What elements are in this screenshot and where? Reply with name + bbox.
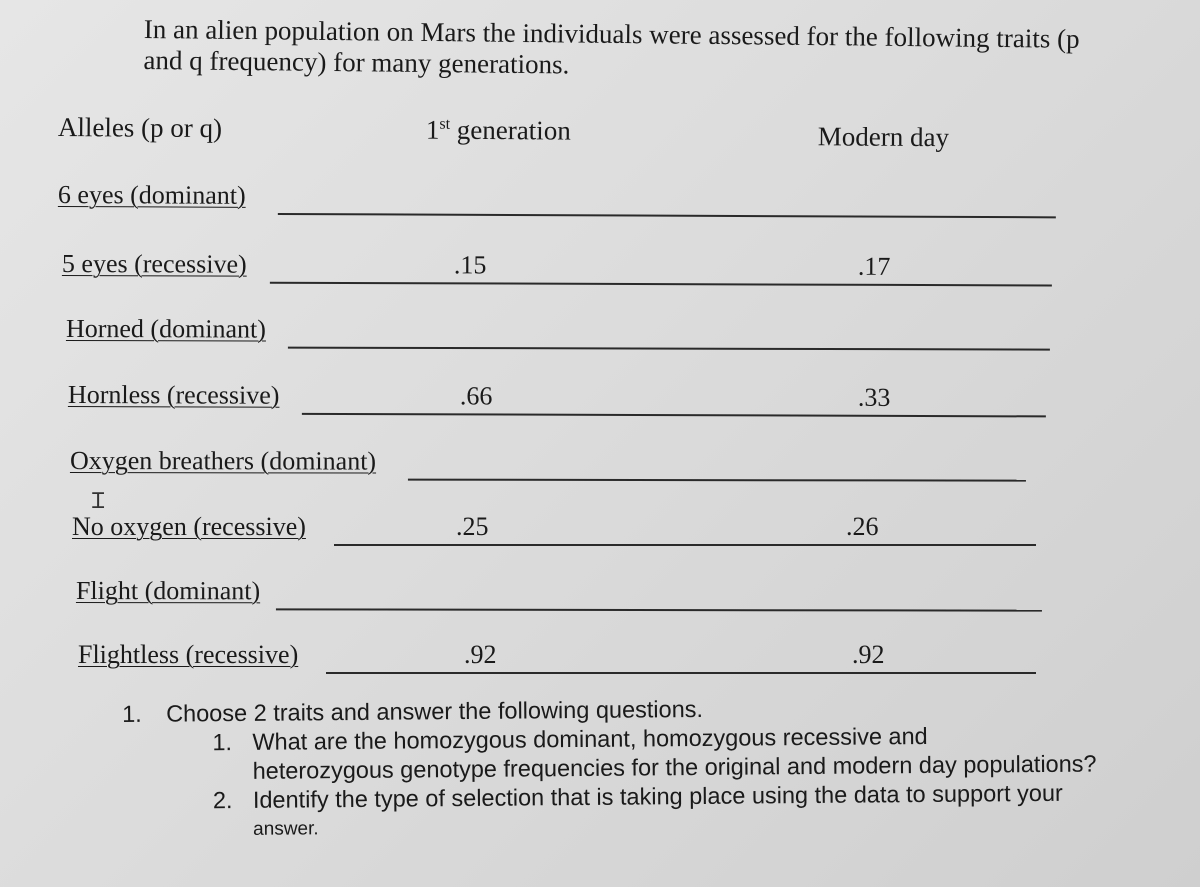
table-row [78,640,1036,674]
table-row [66,314,1050,351]
trait-label: Flight (dominant) [75,576,261,606]
text-cursor-icon: Ɪ [92,489,105,514]
intro-line-2: and q frequency) for many generations. [143,44,570,80]
sub-question-number: 2. [212,787,233,814]
trait-label: Flightless (recessive) [78,640,299,669]
modern-day-value: .17 [857,251,891,281]
row-rule [302,413,1046,417]
sub-question-number: 1. [212,729,233,756]
modern-day-value: .33 [857,382,891,412]
question-text: Choose 2 traits and answer the following questions. [166,695,704,727]
intro-line-1: In an alien population on Mars the individuals were assessed for the following traits (p [143,14,1080,54]
trait-label: Hornless (recessive) [67,380,280,410]
questions-section [122,691,1163,845]
first-generation-value: .92 [464,640,497,669]
sub-question-line: What are the homozygous dominant, homozygous recessive and [252,722,928,755]
header-modern-day: Modern day [817,121,950,153]
question-number: 1. [122,700,142,727]
intro-paragraph [143,14,1154,87]
table-header-row [58,112,978,158]
row-rule [278,213,1056,218]
first-generation-value: .25 [456,512,489,541]
table-row [68,380,1046,417]
modern-day-value: .92 [852,640,885,669]
sub-question-list [212,720,1163,844]
table-row [62,249,1052,286]
ordinal-suffix: st [439,115,451,133]
first-generation-value: .15 [453,250,487,280]
trait-label: No oxygen (recessive) [72,512,306,541]
sub-question-line: answer. [253,818,319,840]
row-rule [408,479,1026,482]
header-alleles: Alleles (p or q) [57,112,223,144]
row-rule [270,282,1052,286]
row-rule [276,609,1042,612]
trait-label: 5 eyes (recessive) [61,249,247,279]
header-first-generation: 1st generation [425,114,571,146]
row-rule [334,544,1036,546]
trait-label: Horned (dominant) [65,314,267,344]
table-row [70,446,1026,482]
trait-label: Oxygen breathers (dominant) [69,446,377,476]
row-rule [326,672,1036,674]
trait-label: 6 eyes (dominant) [57,180,246,210]
table-row [76,576,1042,612]
sub-question-line: Identify the type of selection that is taking place using the data to support your [252,779,1063,813]
first-generation-value: .66 [459,381,493,411]
row-rule [288,347,1050,351]
table-row [72,512,1036,546]
modern-day-value: .26 [846,512,879,541]
sub-question-line: heterozygous genotype frequencies for the original and modern day populations? [252,750,1097,784]
sub-question-2 [213,778,1163,844]
table-row [58,180,1058,218]
sub-question-1 [212,720,1162,786]
